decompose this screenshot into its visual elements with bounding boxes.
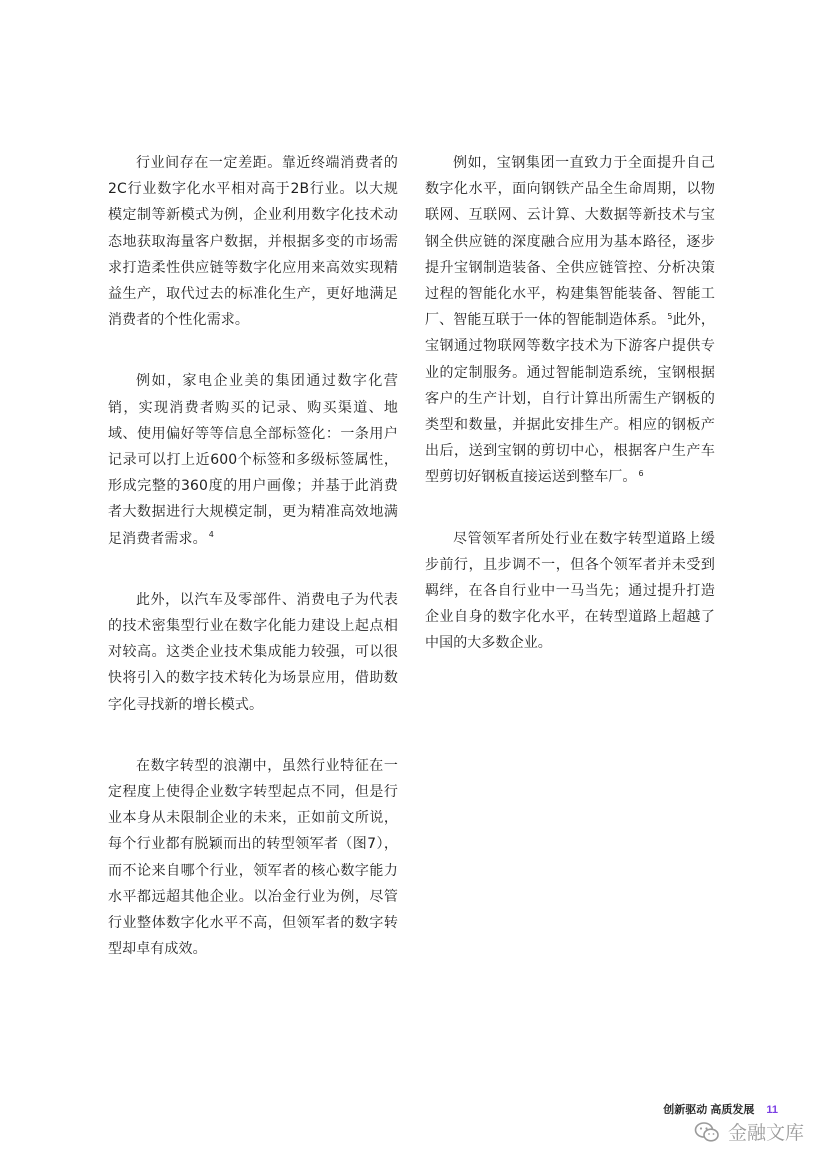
page-number: 11	[766, 1104, 778, 1116]
paragraph: 例如，家电企业美的集团通过数字化营销，实现消费者购买的记录、购买渠道、地域、使用偏好等等信息全部标签化：一条用户记录可以打上近600个标签和多级标签属性，形成完整的360度的用户画像；并基于此消费者大数据进行大规模定制，更为精准高效地满足消费者需求。 $^4$	[108, 373, 398, 547]
page-footer	[663, 1101, 778, 1117]
paragraph: 在数字转型的浪潮中，虽然行业特征在一定程度上使得企业数字转型起点不同，但是行业本身从未限制企业的未来，正如前文所说，每个行业都有脱颖而出的转型领军者（图7），而不论来自哪个行业，领军者的核心数字能力水平都远超其他企业。以冶金行业为例，尽管行业整体数字化水平不高，但领军者的数字转型却卓有成效。	[108, 757, 398, 958]
wechat-icon	[694, 1121, 720, 1143]
footnote-ref[interactable]: 5	[667, 311, 673, 321]
watermark-text: 金融文库	[727, 1122, 804, 1144]
paragraph: 行业间存在一定差距。靠近终端消费者的2C行业数字化水平相对高于2B行业。以大规模定制等新模式为例，企业利用数字化技术动态地获取海量客户数据，并根据多变的市场需求打造柔性供应链等数字化应用来高效实现精益生产，取代过去的标准化生产，更好地满足消费者的个性化需求。	[108, 155, 398, 329]
footnote-ref[interactable]: 4	[208, 530, 214, 540]
left-column	[108, 150, 398, 997]
footnote-ref[interactable]: 6	[638, 468, 644, 478]
watermark	[694, 1118, 804, 1145]
paragraph: 此外，以汽车及零部件、消费电子为代表的技术密集型行业在数字化能力建设上起点相对较高。这类企业技术集成能力较强，可以很快将引入的数字技术转化为场景应用，借助数字化寻找新的增长模式。	[108, 591, 398, 713]
paragraph: 尽管领军者所处行业在数字转型道路上缓步前行，且步调不一，但各个领军者并未受到羁绊，在各自行业中一马当先；通过提升打造企业自身的数字化水平，在转型道路上超越了中国的大多数企业。	[425, 530, 715, 652]
right-column	[425, 150, 715, 692]
paragraph: 例如，宝钢集团一直致力于全面提升自己数字化水平，面向钢铁产品全生命周期，以物联网、互联网、云计算、大数据等新技术与宝钢全供应链的深度融合应用为基本路径，逐步提升宝钢制造装备、全供应链管控、分析决策过程的智能化水平，构建集智能装备、智能工厂、智能互联于一体的智能制造体系。 $^5$此外，宝钢通过物联网等数字技术为下游客户提供专业的定制服务。通过智能制造系统，宝钢根据客户的生产计划，自行计算出所需生产钢板的类型和数量，并据此安排生产。相应的钢板产出后，送到宝钢的剪切中心，根据客户生产车型剪切好钢板直接运送到整车厂。 $^6$	[425, 155, 715, 486]
footer-slogan: 创新驱动 高质发展	[663, 1104, 755, 1116]
